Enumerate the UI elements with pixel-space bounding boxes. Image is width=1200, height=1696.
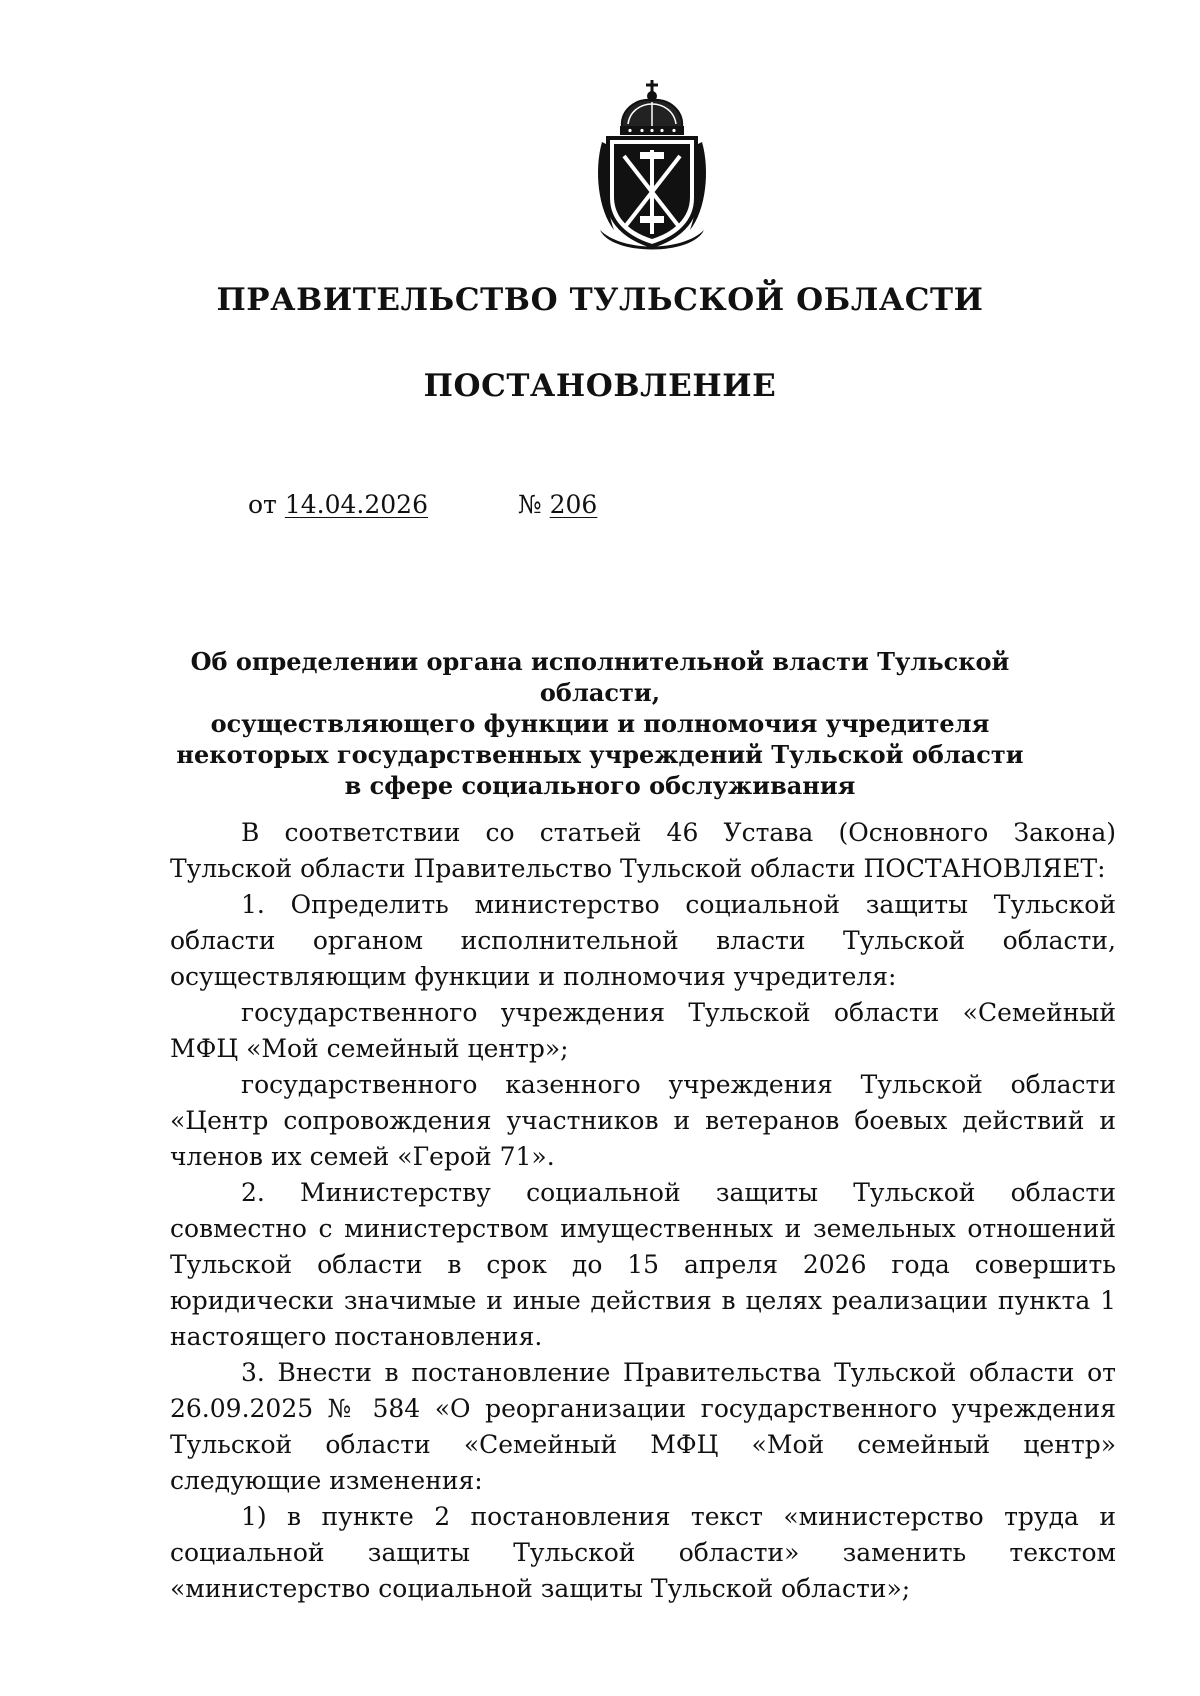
document-body: [170, 815, 1116, 1607]
subject-line: некоторых государственных учреждений Тульской области: [176, 740, 1024, 769]
body-paragraph: В соответствии со статьей 46 Устава (Основного Закона) Тульской области Правительство Тульской области ПОСТАНОВЛЯЕТ:: [170, 818, 1116, 883]
document-type: ПОСТАНОВЛЕНИЕ: [423, 368, 777, 404]
number-value: 206: [549, 490, 598, 519]
body-paragraph: 1) в пункте 2 постановления текст «министерство труда и социальной защиты Тульской области» заменить текстом «министерство социальной защиты Тульской области»;: [170, 1502, 1116, 1603]
subject-line: Об определении органа исполнительной власти Тульской области,: [190, 647, 1010, 707]
tula-coat-of-arms-icon: [592, 80, 712, 260]
document-date: [248, 490, 428, 519]
body-paragraph: 1. Определить министерство социальной защиты Тульской области органом исполнительной власти Тульской области, осуществляющим функции и полномочия учредителя:: [170, 890, 1116, 991]
body-paragraph: 3. Внести в постановление Правительства Тульской области от 26.09.2025 № 584 «О реорганизации государственного учреждения Тульской области «Семейный МФЦ «Мой семейный центр» следующие изменения:: [170, 1358, 1116, 1495]
subject-line: в сфере социального обслуживания: [344, 771, 856, 800]
date-prefix: от: [248, 490, 277, 519]
document-number: [518, 490, 597, 519]
document-subject: [170, 646, 1030, 801]
subject-line: осуществляющего функции и полномочия учредителя: [210, 709, 990, 738]
org-title: ПРАВИТЕЛЬСТВО ТУЛЬСКОЙ ОБЛАСТИ: [216, 282, 984, 318]
body-paragraph: государственного учреждения Тульской области «Семейный МФЦ «Мой семейный центр»;: [170, 998, 1116, 1063]
body-paragraph: 2. Министерству социальной защиты Тульской области совместно с министерством имущественных и земельных отношений Тульской области в срок до 15 апреля 2026 года совершить юридически значимые и иные действия в целях реализации пункта 1 настоящего постановления.: [170, 1178, 1116, 1351]
date-value: 14.04.2026: [284, 490, 428, 519]
body-paragraph: государственного казенного учреждения Тульской области «Центр сопровождения участников и ветеранов боевых действий и членов их семей «Герой 71».: [170, 1070, 1116, 1171]
number-prefix: №: [518, 490, 542, 519]
